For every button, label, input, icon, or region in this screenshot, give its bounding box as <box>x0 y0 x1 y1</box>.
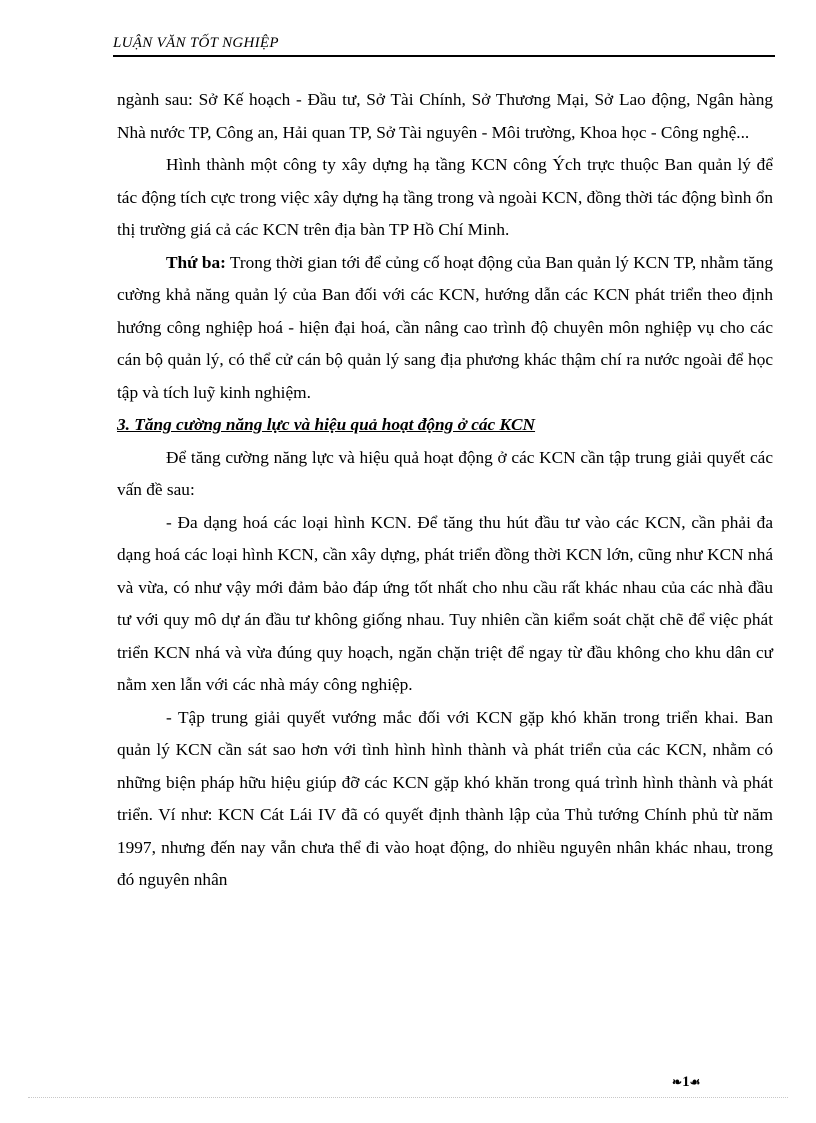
paragraph-third-point <box>117 247 773 410</box>
paragraph-resolve-obstacles: - Tập trung giải quyết vướng mắc đối với KCN gặp khó khăn trong triển khai. Ban quản lý KCN cần sát sao hơn với tình hình hình thành và phát triển của các KCN, nhằm có những biện pháp hữu hiệu giúp đỡ các KCN gặp khó khăn trong quá trình hình thành và phát triển. Ví như: KCN Cát Lái IV đã có quyết định thành lập của Thủ tướng Chính phủ từ năm 1997, nhưng đến nay vẫn chưa thể đi vào hoạt động, do nhiều nguyên nhân khác nhau, trong đó nguyên nhân <box>117 707 773 889</box>
header-rule <box>113 55 775 57</box>
footer-rule <box>28 1097 788 1098</box>
page-number <box>672 1074 700 1091</box>
ornament-right-icon: ☙ <box>689 1075 701 1089</box>
paragraph-diversify: - Đa dạng hoá các loại hình KCN. Để tăng thu hút đầu tư vào các KCN, cần phải đa dạng hoá các loại hình KCN, cần xây dựng, phát triển đồng thời KCN lớn, cũng như KCN nhá và vừa, có như vậy mới đảm bảo đáp ứng tốt nhất cho nhu cầu rất khác nhau của các nhà đầu tư với quy mô dự án đầu tư không giống nhau. Tuy nhiên cần kiểm soát chặt chẽ để việc phát triển KCN nhá và vừa đúng quy hoạch, ngăn chặn triệt để ngay từ đầu không cho khu dân cư nằm xen lẫn với các nhà máy công nghiệp. <box>117 512 773 694</box>
page-body <box>117 84 773 897</box>
paragraph-infrastructure-company: Hình thành một công ty xây dựng hạ tầng KCN công Ých trực thuộc Ban quản lý để tác động tích cực trong việc xây dựng hạ tầng trong và ngoài KCN, đồng thời tác động bình ổn thị trường giá cả các KCN trên địa bàn TP Hồ Chí Minh. <box>117 155 773 239</box>
paragraph-continued: ngành sau: Sở Kế hoạch - Đầu tư, Sở Tài Chính, Sở Thương Mại, Sở Lao động, Ngân hàng Nhà nước TP, Công an, Hải quan TP, Sở Tài nguyên - Môi trường, Khoa học - Công nghệ... <box>117 90 773 142</box>
section-heading: 3. Tăng cường năng lực và hiệu quả hoạt động ở các KCN <box>117 415 536 434</box>
page-number-value: 1 <box>682 1074 690 1090</box>
third-point-text: Trong thời gian tới để củng cố hoạt động của Ban quản lý KCN TP, nhằm tăng cường khả năng quản lý của Ban đối với các KCN, hướng dẫn các KCN phát triển theo định hướng công nghiệp hoá - hiện đại hoá, cần nâng cao trình độ chuyên môn nghiệp vụ cho các cán bộ quản lý, có thể cử cán bộ quản lý sang địa phương khác thậm chí ra nước ngoài để học tập và tích luỹ kinh nghiệm. <box>117 252 774 402</box>
third-point-label: Thứ ba: <box>166 252 226 272</box>
paragraph-intro: Để tăng cường năng lực và hiệu quả hoạt động ở các KCN cần tập trung giải quyết các vấn đề sau: <box>117 447 773 499</box>
running-header: LUẬN VĂN TỐT NGHIỆP <box>113 35 279 51</box>
ornament-left-icon: ❧ <box>672 1075 683 1089</box>
